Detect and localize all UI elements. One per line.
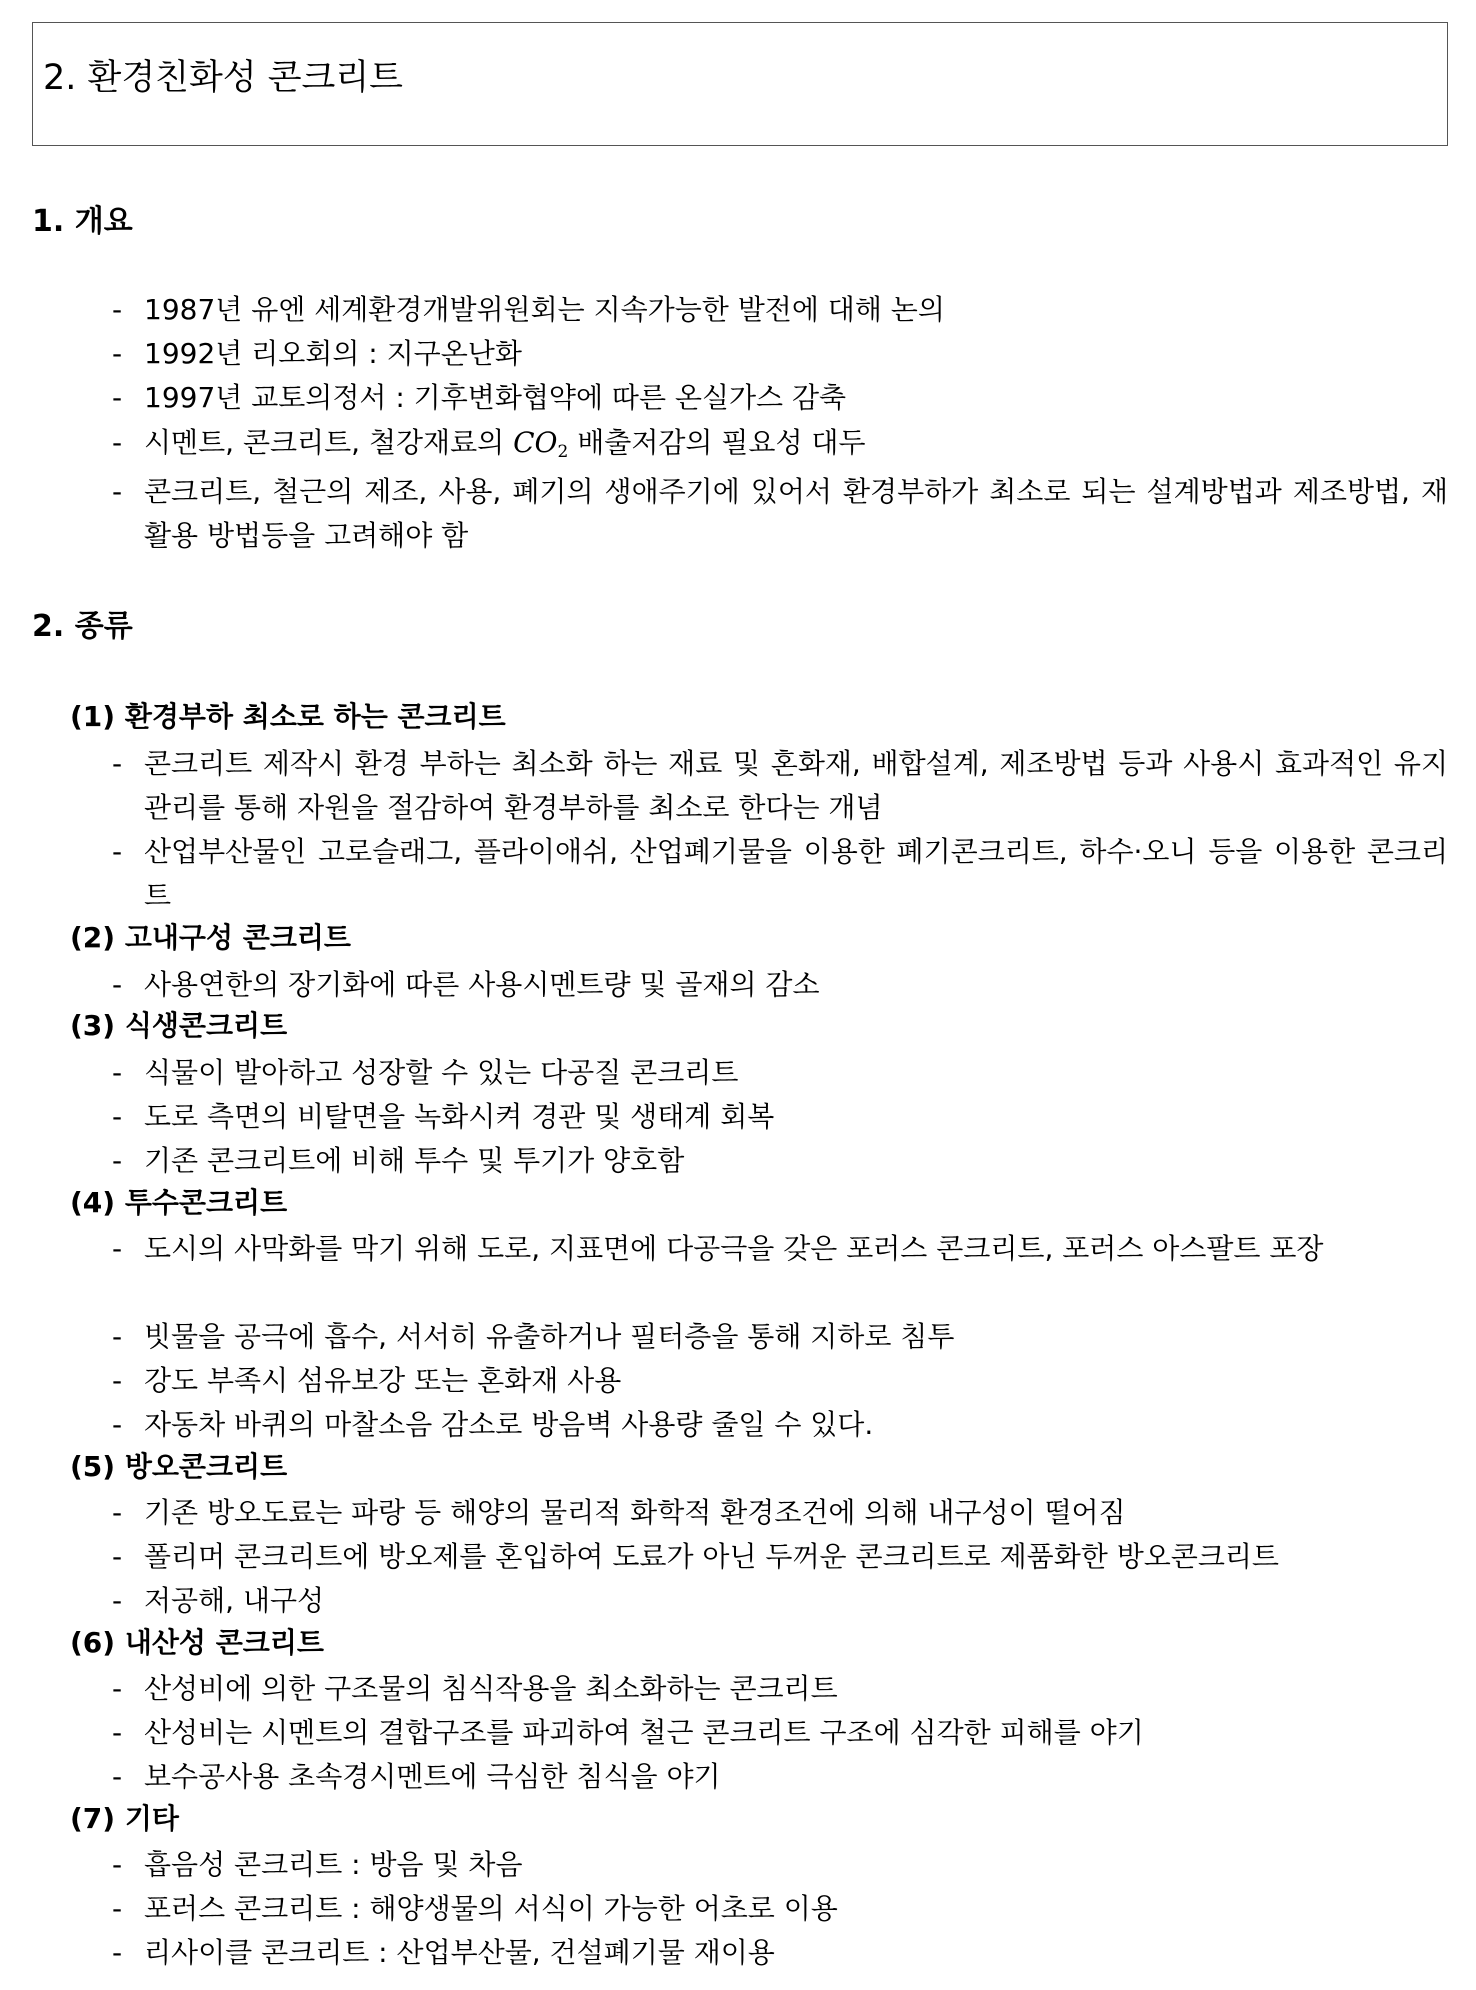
subsection-heading: (6) 내산성 콘크리트 — [70, 1626, 324, 1659]
list-item-text: 흡음성 콘크리트 : 방음 및 차음 — [144, 1848, 523, 1881]
section-heading-types: 2. 종류 — [32, 609, 133, 644]
list-item — [112, 1051, 1448, 1095]
subsection-heading: (2) 고내구성 콘크리트 — [70, 921, 351, 954]
bullet-dash: - — [112, 1144, 123, 1177]
list-item — [112, 1535, 1448, 1579]
list-item — [112, 421, 1448, 474]
formula-base: CO — [513, 426, 558, 459]
list-item-text: 식물이 발아하고 성장할 수 있는 다공질 콘크리트 — [144, 1056, 739, 1089]
list-item — [112, 1227, 1448, 1271]
list-item-text: 산업부산물인 고로슬래그, 플라이애쉬, 산업폐기물을 이용한 폐기콘크리트, 하수·오니 등을 이용한 콘크리트 — [144, 835, 1448, 912]
list-item — [112, 288, 1448, 332]
list-item — [112, 1359, 1448, 1403]
list-item-text: 빗물을 공극에 흡수, 서서히 유출하거나 필터층을 통해 지하로 침투 — [144, 1320, 955, 1353]
co2-formula — [513, 426, 569, 462]
bullet-dash: - — [112, 1056, 123, 1089]
section-heading-overview: 1. 개요 — [32, 204, 133, 239]
list-item — [112, 1491, 1448, 1535]
bullet-dash: - — [112, 1584, 123, 1617]
list-item — [112, 1843, 1448, 1887]
bullet-dash: - — [112, 835, 123, 868]
bullet-dash: - — [112, 381, 123, 414]
list-item-text: 콘크리트, 철근의 제조, 사용, 폐기의 생애주기에 있어서 환경부하가 최소로 되는 설계방법과 제조방법, 재활용 방법등을 고려해야 함 — [144, 475, 1448, 552]
list-item-text: 콘크리트 제작시 환경 부하는 최소화 하는 재료 및 혼화재, 배합설계, 제조방법 등과 사용시 효과적인 유지관리를 통해 자원을 절감하여 환경부하를 최소로 한다는 개념 — [144, 747, 1448, 824]
list-item-text: 1992년 리오회의 : 지구온난화 — [144, 337, 522, 370]
list-item-text: 1987년 유엔 세계환경개발위원회는 지속가능한 발전에 대해 논의 — [144, 293, 945, 326]
subsection-heading: (3) 식생콘크리트 — [70, 1009, 288, 1042]
list-item-text: 자동차 바퀴의 마찰소음 감소로 방음벽 사용량 줄일 수 있다. — [144, 1408, 874, 1441]
bullet-dash: - — [112, 1540, 123, 1573]
document-title: 2. 환경친화성 콘크리트 — [43, 58, 403, 98]
bullet-dash: - — [112, 1892, 123, 1925]
text-after-formula: 배출저감의 필요성 대두 — [577, 426, 866, 459]
subsection-heading: (1) 환경부하 최소로 하는 콘크리트 — [70, 700, 506, 733]
list-item-text: 도시의 사막화를 막기 위해 도로, 지표면에 다공극을 갖은 포러스 콘크리트, 포러스 아스팔트 포장 — [144, 1232, 1324, 1265]
list-item-text: 리사이클 콘크리트 : 산업부산물, 건설폐기물 재이용 — [144, 1936, 775, 1969]
list-item-text: 보수공사용 초속경시멘트에 극심한 침식을 야기 — [144, 1760, 721, 1793]
subsection-heading: (7) 기타 — [70, 1802, 179, 1835]
bullet-dash: - — [112, 1408, 123, 1441]
bullet-dash: - — [112, 1496, 123, 1529]
list-item — [112, 1139, 1448, 1183]
bullet-dash: - — [112, 1364, 123, 1397]
bullet-dash: - — [112, 337, 123, 370]
bullet-dash: - — [112, 1100, 123, 1133]
list-item-text: 폴리머 콘크리트에 방오제를 혼입하여 도료가 아닌 두꺼운 콘크리트로 제품화한 방오콘크리트 — [144, 1540, 1279, 1573]
list-item — [112, 742, 1448, 830]
list-item — [112, 1755, 1448, 1799]
bullet-dash: - — [112, 968, 123, 1001]
list-item-text: 강도 부족시 섬유보강 또는 혼화재 사용 — [144, 1364, 622, 1397]
list-item-text: 기존 방오도료는 파랑 등 해양의 물리적 화학적 환경조건에 의해 내구성이 떨어짐 — [144, 1496, 1126, 1529]
subsection-heading: (5) 방오콘크리트 — [70, 1450, 288, 1483]
bullet-dash: - — [112, 747, 123, 780]
list-item — [112, 332, 1448, 376]
formula-subscript: 2 — [557, 442, 569, 462]
list-item-text: 사용연한의 장기화에 따른 사용시멘트량 및 골재의 감소 — [144, 968, 820, 1001]
text-before-formula: 시멘트, 콘크리트, 철강재료의 — [144, 426, 505, 459]
bullet-dash: - — [112, 475, 123, 508]
list-item-text: 도로 측면의 비탈면을 녹화시켜 경관 및 생태계 회복 — [144, 1100, 775, 1133]
bullet-dash: - — [112, 1716, 123, 1749]
list-item-text: 저공해, 내구성 — [144, 1584, 325, 1617]
bullet-dash: - — [112, 1672, 123, 1705]
title-box — [32, 22, 1448, 146]
list-item-text: 포러스 콘크리트 : 해양생물의 서식이 가능한 어초로 이용 — [144, 1892, 838, 1925]
bullet-dash: - — [112, 1936, 123, 1969]
bullet-dash: - — [112, 1760, 123, 1793]
bullet-dash: - — [112, 426, 123, 459]
list-item — [112, 1403, 1448, 1447]
list-item — [112, 1095, 1448, 1139]
bullet-dash: - — [112, 1320, 123, 1353]
list-item-text — [144, 421, 1448, 474]
list-item — [112, 470, 1448, 558]
bullet-dash: - — [112, 293, 123, 326]
list-item — [112, 1711, 1448, 1755]
list-item — [112, 963, 1448, 1007]
list-item — [112, 1667, 1448, 1711]
list-item-text: 1997년 교토의정서 : 기후변화협약에 따른 온실가스 감축 — [144, 381, 847, 414]
list-item-text: 산성비는 시멘트의 결합구조를 파괴하여 철근 콘크리트 구조에 심각한 피해를 야기 — [144, 1716, 1144, 1749]
subsection-heading: (4) 투수콘크리트 — [70, 1186, 288, 1219]
list-item — [112, 1887, 1448, 1931]
bullet-dash: - — [112, 1232, 123, 1265]
list-item — [112, 830, 1448, 918]
list-item — [112, 1315, 1448, 1359]
bullet-dash: - — [112, 1848, 123, 1881]
list-item — [112, 376, 1448, 420]
list-item — [112, 1579, 1448, 1623]
list-item — [112, 1931, 1448, 1975]
list-item-text: 산성비에 의한 구조물의 침식작용을 최소화하는 콘크리트 — [144, 1672, 838, 1705]
list-item-text: 기존 콘크리트에 비해 투수 및 투기가 양호함 — [144, 1144, 685, 1177]
